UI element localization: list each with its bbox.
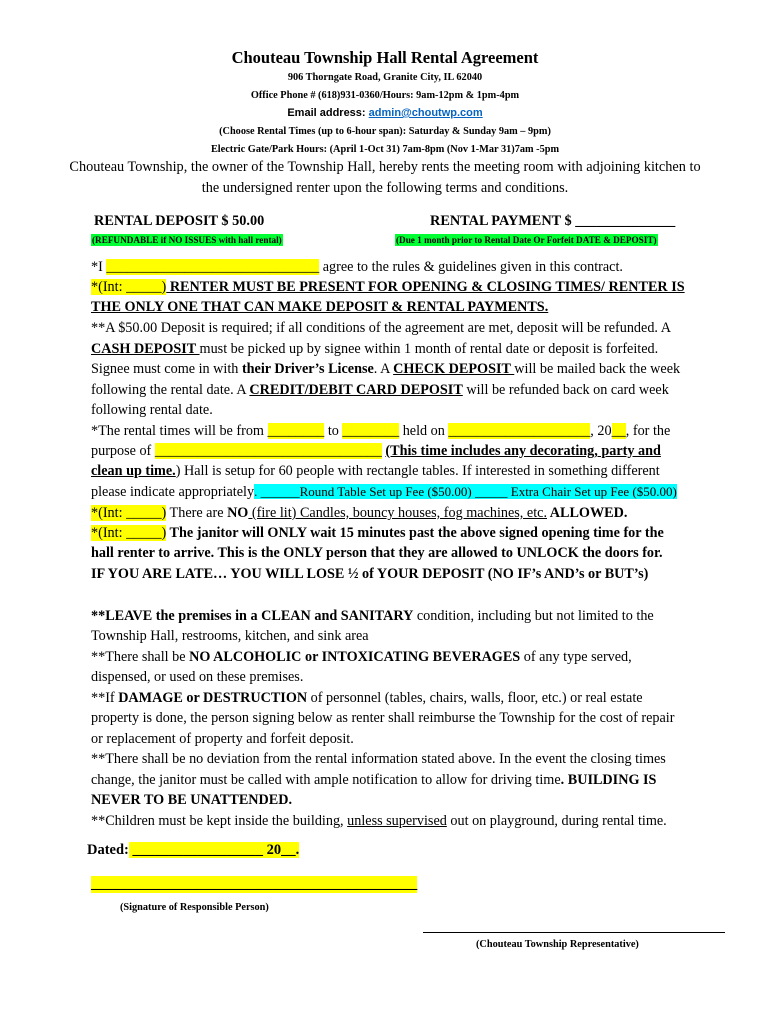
clean-rule-line xyxy=(91,608,654,625)
times-prefix: *The rental times will be from xyxy=(91,423,268,439)
email-line xyxy=(0,107,770,119)
no-text: NO xyxy=(227,505,249,521)
no-candles-line xyxy=(91,505,627,522)
prohibited-items: (fire lit) Candles, bouncy houses, fog machines, etc. xyxy=(248,505,547,521)
office-phone-line: Office Phone # (618)931-0360/Hours: 9am-12pm & 1pm-4pm xyxy=(250,90,520,101)
renter-present-line-2: THE ONLY ONE THAT CAN MAKE DEPOSIT & RENTAL PAYMENTS. xyxy=(91,299,549,315)
email-label: Email address: xyxy=(287,107,369,119)
check-deposit-text: will be mailed back the week xyxy=(514,361,681,377)
cash-deposit-text: must be picked up by signee within 1 month of rental date or deposit is forfeited. xyxy=(199,341,659,357)
year-field[interactable]: __ xyxy=(611,423,626,439)
clean-rule-line-2: Township Hall, restrooms, kitchen, and sink area xyxy=(91,628,369,644)
alcohol-bold: NO ALCOHOLIC or INTOXICATING BEVERAGES xyxy=(189,649,521,665)
children-prefix: **Children must be kept inside the building, xyxy=(91,813,348,829)
never-unattended: NEVER TO BE UNATTENDED. xyxy=(91,792,293,808)
please-indicate: please indicate appropriately xyxy=(91,484,255,500)
renter-present-text: RENTER MUST BE PRESENT FOR OPENING & CLOSING TIMES/ RENTER IS xyxy=(166,279,685,295)
representative-label: (Chouteau Township Representative) xyxy=(476,939,639,950)
alcohol-text: of any type served, xyxy=(520,649,632,665)
cash-deposit-label: CASH DEPOSIT xyxy=(91,341,200,357)
building-bold: . BUILDING IS xyxy=(560,772,657,788)
children-text: out on playground, during rental time. xyxy=(446,813,667,829)
date-field[interactable]: __________________ 20__. xyxy=(128,842,300,858)
alcohol-rule-line-2: dispensed, or used on these premises. xyxy=(91,669,304,685)
signature-field[interactable]: _____________________________________________ xyxy=(91,876,418,892)
renter-name-field[interactable]: ______________________________ xyxy=(106,259,320,275)
card-deposit-label: CREDIT/DEBIT CARD DEPOSIT xyxy=(249,382,463,398)
unless-supervised: unless supervised xyxy=(347,813,447,829)
document-title: Chouteau Township Hall Rental Agreement xyxy=(231,48,539,67)
end-time-field[interactable]: ________ xyxy=(342,423,400,439)
clean-rule-text: condition, including but not limited to the xyxy=(413,608,654,624)
janitor-text: The janitor will ONLY wait 15 minutes past the above signed opening time for the xyxy=(166,525,664,541)
initials-field-1[interactable]: *(Int: _____) xyxy=(91,279,167,295)
signee-mid: . A xyxy=(373,361,394,377)
gate-hours-line: Electric Gate/Park Hours: (April 1-Oct 31) 7am-8pm (Nov 1-Mar 31)7am -5pm xyxy=(210,144,560,155)
rental-times-line: (Choose Rental Times (up to 6-hour span): Saturday & Sunday 9am – 9pm) xyxy=(219,126,551,137)
initials-field-2[interactable]: *(Int: _____) xyxy=(91,505,167,521)
deviation-rule-line: **There shall be no deviation from the rental information stated above. In the event the closing times xyxy=(91,751,666,767)
times-to: to xyxy=(324,423,343,439)
year-prefix: , 20 xyxy=(590,423,612,439)
rental-times-field-line xyxy=(91,423,670,440)
cash-deposit-line xyxy=(91,341,658,358)
damage-rule-line-3: or replacement of property and forfeit deposit. xyxy=(91,731,354,747)
rental-deposit-label: RENTAL DEPOSIT $ 50.00 xyxy=(94,213,265,229)
deviation-rule-line-2 xyxy=(91,772,656,789)
payment-note: (Due 1 month prior to Rental Date Or Forfeit DATE & DEPOSIT) xyxy=(396,235,657,245)
card-deposit-line xyxy=(91,382,669,399)
card-deposit-text: will be refunded back on card week xyxy=(462,382,669,398)
agree-text: agree to the rules & guidelines given in this contract. xyxy=(319,259,623,275)
intro-line-2: the undersigned renter upon the following terms and conditions. xyxy=(201,180,569,196)
deviation-text: change, the janitor must be called with ample notification to allow for driving time xyxy=(91,772,561,788)
following-rental-date: following rental date. xyxy=(91,402,213,418)
damage-prefix: **If xyxy=(91,690,119,706)
setup-line xyxy=(91,463,660,480)
agree-line xyxy=(91,259,623,276)
start-time-field[interactable]: ________ xyxy=(267,423,325,439)
rental-date-field[interactable]: ____________________ xyxy=(448,423,591,439)
cleanup-note: clean up time. xyxy=(91,463,176,479)
address-line: 906 Thorngate Road, Granite City, IL 62040 xyxy=(287,72,483,83)
alcohol-rule-line xyxy=(91,649,632,666)
signee-line xyxy=(91,361,680,378)
there-are: There are xyxy=(166,505,228,521)
representative-signature-line[interactable] xyxy=(423,932,725,933)
times-held: held on xyxy=(399,423,449,439)
clean-rule-bold: **LEAVE the premises in a CLEAN and SANITARY xyxy=(91,608,414,624)
purpose-line xyxy=(91,443,661,460)
damage-text: of personnel (tables, chairs, walls, floor, etc.) or real estate xyxy=(307,690,643,706)
deposit-required-line: **A $50.00 Deposit is required; if all conditions of the agreement are met, deposit will be refunded. A xyxy=(91,320,671,336)
drivers-license-text: their Driver’s License xyxy=(241,361,374,377)
setup-fee-line xyxy=(91,484,677,501)
signature-label: (Signature of Responsible Person) xyxy=(120,902,269,913)
damage-bold: DAMAGE or DESTRUCTION xyxy=(118,690,308,706)
janitor-line-2: hall renter to arrive. This is the ONLY person that they are allowed to UNLOCK the doors for. xyxy=(91,545,663,561)
allowed-text: ALLOWED. xyxy=(547,505,628,521)
rental-payment-label: RENTAL PAYMENT $ ______________ xyxy=(430,213,676,229)
alcohol-prefix: **There shall be xyxy=(91,649,190,665)
children-rule-line xyxy=(91,813,667,830)
deposit-note: (REFUNDABLE if NO ISSUES with hall rental) xyxy=(92,235,282,245)
times-suffix: , for the xyxy=(625,423,671,439)
setup-fee-options[interactable]: . ______Round Table Set up Fee ($50.00) _____ Extra Chair Set up Fee ($50.00) xyxy=(254,484,677,499)
intro-line-1: Chouteau Township, the owner of the Township Hall, hereby rents the meeting room with adjoining kitchen to xyxy=(69,159,701,175)
signee-prefix: Signee must come in with xyxy=(91,361,242,377)
janitor-line xyxy=(91,525,664,542)
late-warning: IF YOU ARE LATE… YOU WILL LOSE ½ of YOUR DEPOSIT (NO IF’s AND’s or BUT’s) xyxy=(91,566,649,582)
card-prefix: following the rental date. A xyxy=(91,382,250,398)
purpose-field[interactable]: ________________________________ xyxy=(154,443,382,459)
agree-prefix: *I xyxy=(91,259,107,275)
setup-text: ) Hall is setup for 60 people with rectangle tables. If interested in something different xyxy=(175,463,660,479)
check-deposit-label: CHECK DEPOSIT xyxy=(393,361,515,377)
damage-rule-line xyxy=(91,690,643,707)
dated-label: Dated: xyxy=(87,842,129,858)
initials-field-3[interactable]: *(Int: _____) xyxy=(91,525,167,541)
dated-line xyxy=(87,842,299,859)
purpose-prefix: purpose of xyxy=(91,443,155,459)
renter-present-line xyxy=(91,279,685,296)
decorating-note: (This time includes any decorating, party and xyxy=(385,443,661,459)
email-link[interactable]: admin@choutwp.com xyxy=(368,107,483,119)
damage-rule-line-2: property is done, the person signing below as renter shall reimburse the Township for the cost of repair xyxy=(91,710,675,726)
